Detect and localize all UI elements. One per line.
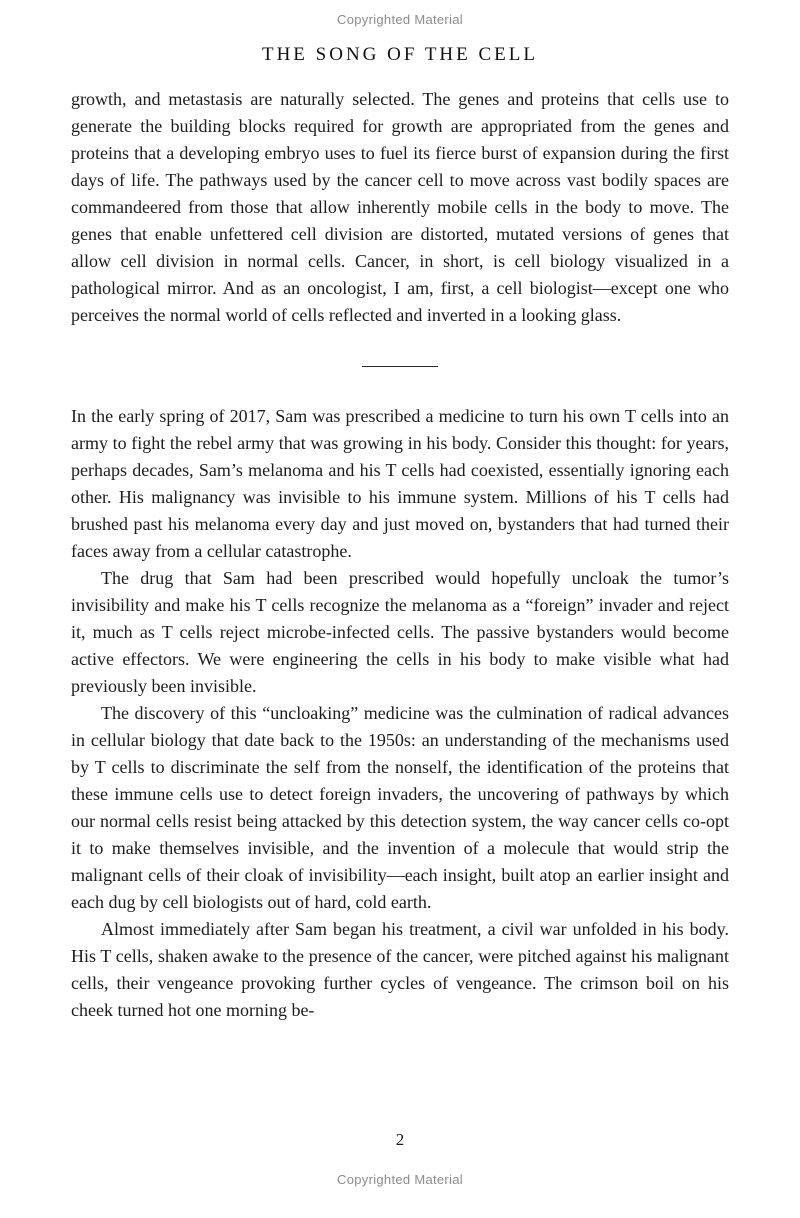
paragraph-civil-war: Almost immediately after Sam began his treatment, a civil war unfolded in his body. His T cells, shaken awake to the presence of the cancer, were pitched against his malignant cells, their vengeance provoking further cycles of vengeance. The crimson boil on his cheek turned hot one morning be-	[71, 919, 729, 1020]
paragraph-discovery: The discovery of this “uncloaking” medicine was the culmination of radical advances in cellular biology that date back to the 1950s: an understanding of the mechanisms used by T cells to discriminate the self from the nonself, the identification of the proteins that these immune cells use to detect foreign invaders, the uncovering of pathways by which our normal cells resist being attacked by this detection system, the way cancer cells co-opt it to make themselves invisible, and the invention of a molecule that would strip the malignant cells of their cloak of invisibility—each insight, built atop an earlier insight and each dug by cell biologists out of hard, cold earth.	[71, 703, 729, 912]
paragraph-section-opening: In the early spring of 2017, Sam was prescribed a medicine to turn his own T cells into an army to fight the rebel army that was growing in his body. Consider this thought: for years, perhaps decades, Sam’s melanoma and his T cells had coexisted, essentially ignoring each other. His malignancy was invisible to his immune system. Millions of his T cells had brushed past his melanoma every day and just moved on, bystanders that had turned their faces away from a cellular catastrophe.	[71, 406, 729, 561]
copyright-notice-top: Copyrighted Material	[337, 12, 463, 27]
copyright-notice-bottom: Copyrighted Material	[337, 1172, 463, 1187]
section-divider	[362, 366, 438, 367]
paragraph-drug-uncloak: The drug that Sam had been prescribed would hopefully uncloak the tumor’s invisibility and make his T cells recognize the melanoma as a “foreign” invader and reject it, much as T cells reject microbe-infected cells. The passive bystanders would become active effectors. We were engineering the cells in his body to make visible what had previously been invisible.	[71, 568, 729, 696]
text-column	[71, 86, 729, 1024]
running-head-title: THE SONG OF THE CELL	[261, 44, 539, 65]
page-number: 2	[395, 1130, 405, 1149]
paragraph-continuation: growth, and metastasis are naturally selected. The genes and proteins that cells use to generate the building blocks required for growth are appropriated from the genes and proteins that a developing embryo uses to fuel its fierce burst of expansion during the first days of life. The pathways used by the cancer cell to move across vast bodily spaces are commandeered from those that allow inherently mobile cells in the body to move. The genes that enable unfettered cell division are distorted, mutated versions of genes that allow cell division in normal cells. Cancer, in short, is cell biology visualized in a pathological mirror. And as an oncologist, I am, first, a cell biologist—except one who perceives the normal world of cells reflected and inverted in a looking glass.	[71, 89, 729, 325]
